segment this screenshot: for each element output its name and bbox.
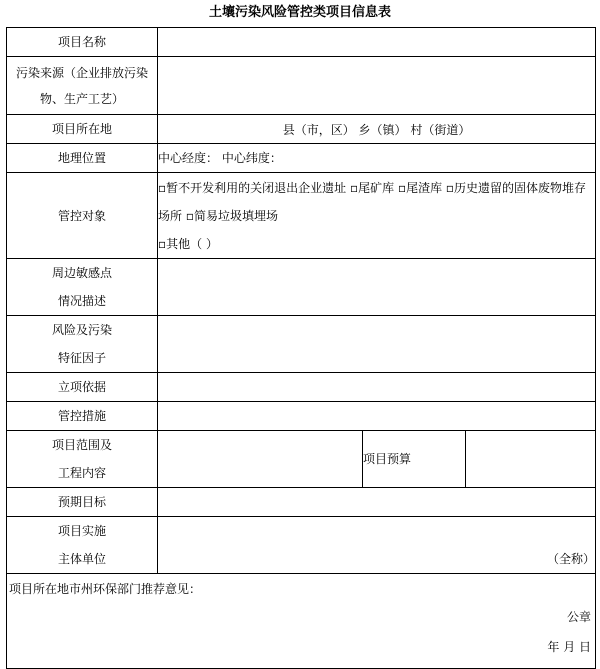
location-label: 项目所在地 bbox=[7, 115, 158, 144]
option-landfill[interactable]: ▫简易垃圾填埋场 bbox=[185, 208, 278, 223]
entity-field[interactable] bbox=[158, 517, 596, 574]
risk-label bbox=[7, 316, 158, 373]
project-name-label: 项目名称 bbox=[7, 28, 158, 57]
row-control bbox=[7, 173, 596, 259]
project-name-field[interactable] bbox=[158, 28, 596, 57]
basis-label: 立项依据 bbox=[7, 373, 158, 402]
recommend-field[interactable] bbox=[7, 574, 596, 669]
budget-label: 项目预算 bbox=[363, 431, 466, 488]
risk-label-line1: 风险及污染 bbox=[51, 323, 112, 337]
option-other[interactable]: ▫其他（ ） bbox=[158, 236, 218, 251]
entity-label-line1: 项目实施 bbox=[57, 524, 106, 538]
row-basis bbox=[7, 373, 596, 402]
info-table bbox=[6, 27, 596, 669]
entity-label bbox=[7, 517, 158, 574]
row-target bbox=[7, 488, 596, 517]
basis-field[interactable] bbox=[158, 373, 596, 402]
row-pollution-source bbox=[7, 57, 596, 115]
row-location bbox=[7, 115, 596, 144]
geo-field[interactable]: 中心经度： 中心纬度： bbox=[158, 144, 596, 173]
location-field[interactable]: 县（市，区） 乡（镇） 村（街道） bbox=[158, 115, 596, 144]
row-sensitive bbox=[7, 259, 596, 316]
measures-label: 管控措施 bbox=[7, 402, 158, 431]
measures-field[interactable] bbox=[158, 402, 596, 431]
risk-label-line2: 特征因子 bbox=[57, 351, 106, 365]
budget-field[interactable] bbox=[466, 431, 596, 488]
target-label: 预期目标 bbox=[7, 488, 158, 517]
row-geo bbox=[7, 144, 596, 173]
sensitive-label-line2: 情况描述 bbox=[57, 294, 106, 308]
row-risk bbox=[7, 316, 596, 373]
scope-label bbox=[7, 431, 158, 488]
option-tailings-pond[interactable]: ▫尾矿库 bbox=[349, 180, 395, 195]
control-label: 管控对象 bbox=[7, 173, 158, 259]
option-slag-pond[interactable]: ▫尾渣库 bbox=[397, 180, 443, 195]
row-recommend bbox=[7, 574, 596, 669]
row-project-name bbox=[7, 28, 596, 57]
pollution-source-label: 污染来源（企业排放污染物、生产工艺） bbox=[7, 57, 158, 115]
recommend-label: 项目所在地市州环保部门推荐意见： bbox=[9, 582, 202, 596]
entity-fullname-hint: （全称） bbox=[547, 551, 596, 566]
pollution-source-field[interactable] bbox=[158, 57, 596, 115]
sensitive-label-line1: 周边敏感点 bbox=[51, 266, 112, 280]
sensitive-label bbox=[7, 259, 158, 316]
date-label: 年 月 日 bbox=[547, 640, 592, 654]
scope-field[interactable] bbox=[158, 431, 363, 488]
option-solid-waste-site[interactable]: ▫历史遗留的固体废物堆存场所 bbox=[158, 180, 587, 223]
official-seal-label: 公章 bbox=[567, 610, 592, 624]
scope-label-line1: 项目范围及 bbox=[51, 438, 112, 452]
control-options bbox=[158, 173, 596, 259]
sensitive-field[interactable] bbox=[158, 259, 596, 316]
scope-label-line2: 工程内容 bbox=[57, 466, 106, 480]
option-closed-enterprise[interactable]: ▫暂不开发利用的关闭退出企业遗址 bbox=[158, 180, 347, 195]
row-measures bbox=[7, 402, 596, 431]
target-field[interactable] bbox=[158, 488, 596, 517]
risk-field[interactable] bbox=[158, 316, 596, 373]
row-scope bbox=[7, 431, 596, 488]
row-entity bbox=[7, 517, 596, 574]
page-title: 土壤污染风险管控类项目信息表 bbox=[208, 5, 391, 20]
geo-label: 地理位置 bbox=[7, 144, 158, 173]
entity-label-line2: 主体单位 bbox=[57, 552, 106, 566]
